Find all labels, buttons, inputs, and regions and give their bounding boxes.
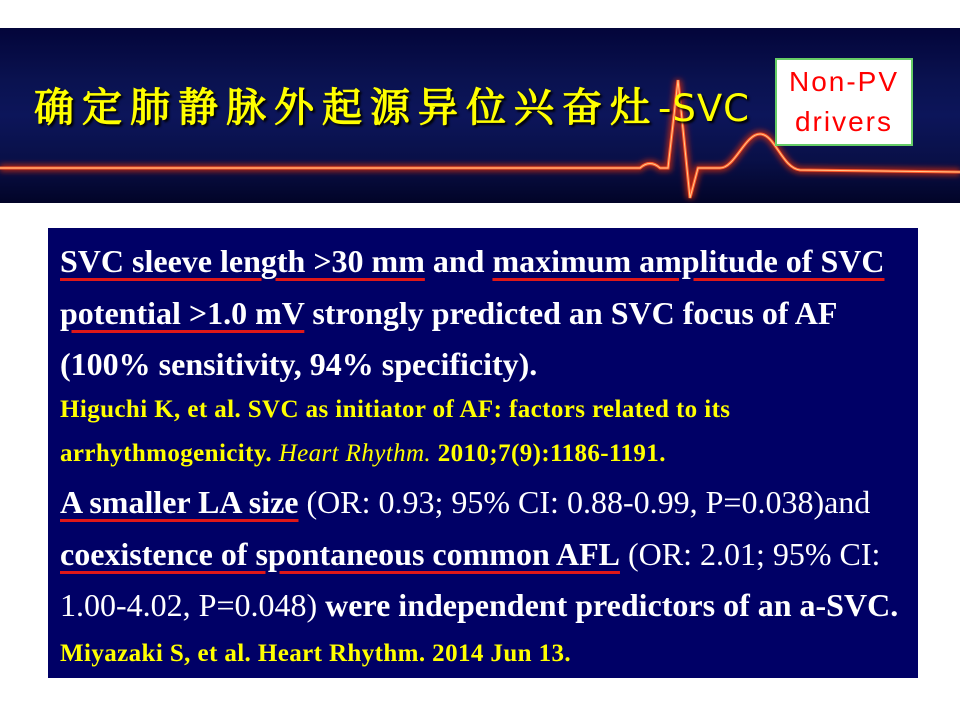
finding-text: (OR: 2.01; 95% CI:	[619, 536, 881, 572]
finding-1-line-3	[60, 346, 537, 382]
badge-line-1: Non-PV	[788, 66, 900, 97]
citation-journal: Heart Rhythm.	[278, 440, 432, 467]
underlined-term-sleeve-length: SVC sleeve length >30 mm	[60, 243, 425, 279]
finding-1-line-1	[60, 243, 884, 279]
underlined-term-max-amplitude: maximum amplitude of SVC	[492, 243, 885, 279]
slide-title-main: 确定肺静脉外起源异位兴奋灶	[34, 85, 658, 131]
citation-1-line-2	[60, 440, 666, 468]
underlined-term-afl: coexistence of spontaneous common AFL	[60, 536, 620, 572]
citation-text: arrhythmogenicity.	[60, 440, 279, 467]
finding-text: (100% sensitivity, 94% specificity).	[60, 346, 538, 382]
finding-text: and	[424, 243, 493, 279]
finding-text: (OR: 0.93; 95% CI: 0.88-0.99, P=0.038)and	[298, 484, 871, 520]
underlined-term-la-size: A smaller LA size	[60, 484, 299, 520]
finding-text: 1.00-4.02, P=0.048)	[60, 587, 318, 623]
content-box	[48, 228, 918, 678]
slide-title-suffix: -SVC	[658, 87, 750, 130]
citation-text: Higuchi K, et al. SVC as initiator of AF: factors related to its	[60, 396, 731, 423]
underlined-term-potential: potential >1.0 mV	[60, 295, 305, 331]
finding-2-line-2	[60, 536, 880, 572]
finding-text: were independent predictors of an a-SVC.	[317, 587, 899, 623]
finding-2-line-3	[60, 587, 898, 623]
non-pv-drivers-badge	[775, 58, 913, 146]
badge-line-2: drivers	[794, 106, 893, 137]
finding-text: strongly predicted an SVC focus of AF	[304, 295, 838, 331]
finding-1-line-2	[60, 295, 837, 331]
finding-2-line-1	[60, 484, 870, 520]
citation-text: 2010;7(9):1186-1191.	[431, 440, 666, 467]
citation-text: Miyazaki S, et al. Heart Rhythm. 2014 Jun 13.	[60, 640, 572, 667]
slide-title	[34, 84, 750, 132]
citation-1-line-1	[60, 396, 730, 424]
citation-2	[60, 640, 571, 668]
